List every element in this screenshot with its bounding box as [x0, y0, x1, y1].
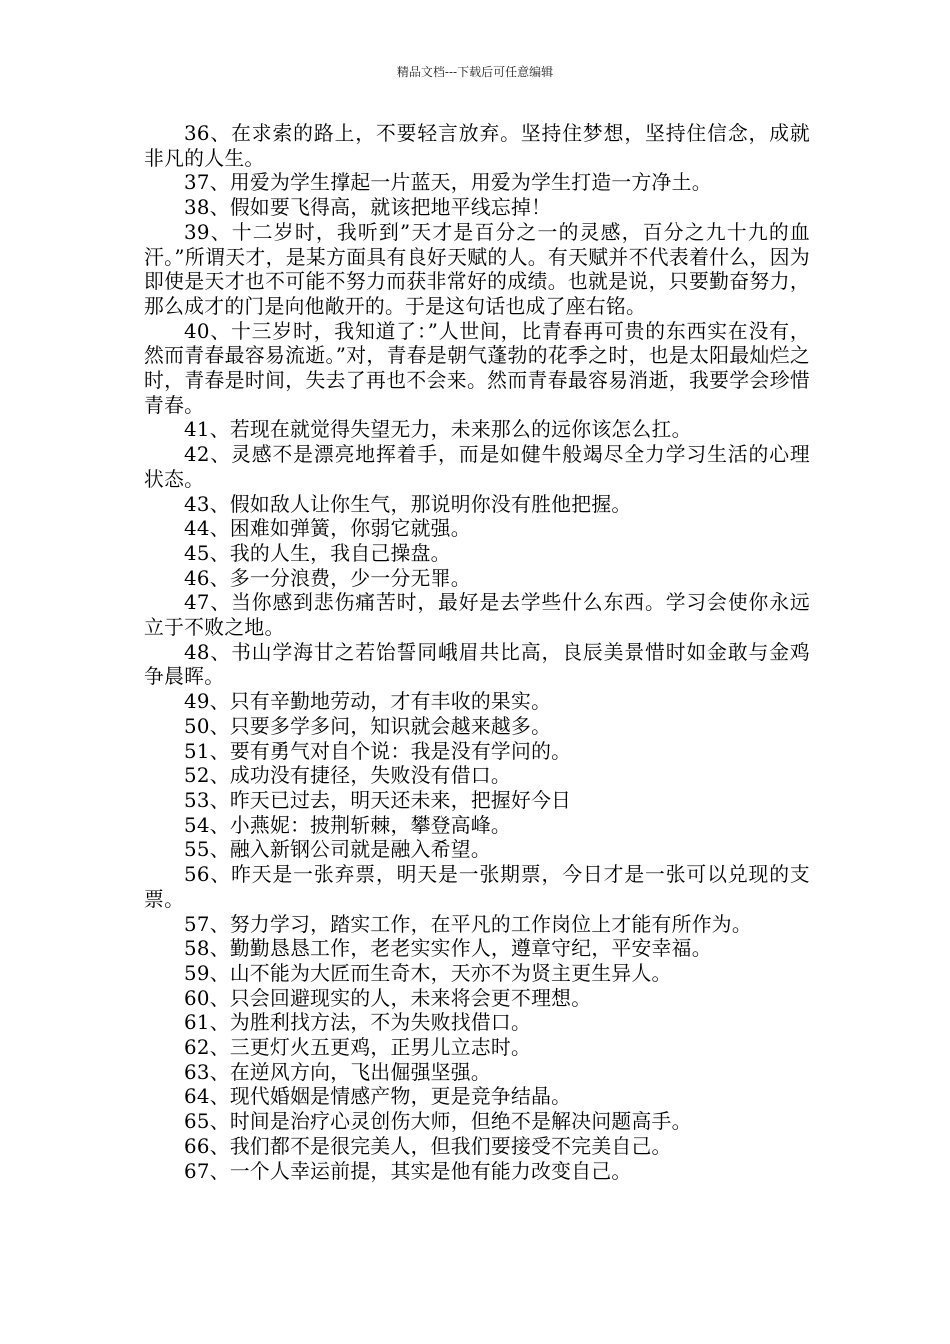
paragraph: 42、灵感不是漂亮地挥着手，而是如健牛般竭尽全力学习生活的心理状态。 [144, 443, 810, 491]
paragraph: 67、一个人幸运前提，其实是他有能力改变自己。 [184, 1159, 632, 1183]
paragraph: 38、假如要飞得高，就该把地平线忘掉！ [184, 196, 552, 220]
paragraph: 37、用爱为学生撑起一片蓝天，用爱为学生打造一方净土。 [184, 171, 712, 195]
paragraph: 47、当你感到悲伤痛苦时，最好是去学些什么东西。学习会使你永远立于不败之地。 [144, 591, 810, 640]
paragraph: 49、只有辛勤地劳动，才有丰收的果实。 [184, 690, 552, 714]
paragraph: 52、成功没有捷径，失败没有借口。 [184, 764, 511, 788]
paragraph: 65、时间是治疗心灵创伤大师，但绝不是解决问题高手。 [184, 1110, 692, 1134]
paragraph: 51、要有勇气对自个说：我是没有学问的。 [184, 739, 572, 763]
document-body [144, 122, 810, 1184]
paragraph: 55、融入新钢公司就是融入希望。 [184, 838, 491, 862]
paragraph: 54、小燕妮：披荆斩棘，攀登高峰。 [184, 813, 511, 837]
paragraph: 64、现代婚姻是情感产物，更是竞争结晶。 [184, 1085, 572, 1109]
paragraph: 56、昨天是一张弃票，明天是一张期票，今日才是一张可以兑现的支票。 [144, 863, 810, 911]
paragraph: 53、昨天已过去，明天还未来，把握好今日 [184, 788, 572, 812]
page-header: 精品文档---下载后可任意编辑 [396, 65, 554, 79]
paragraph: 60、只会回避现实的人，未来将会更不理想。 [184, 986, 592, 1010]
paragraph: 46、多一分浪费，少一分无罪。 [184, 566, 471, 590]
paragraph: 50、只要多学多问，知识就会越来越多。 [184, 714, 552, 738]
paragraph: 41、若现在就觉得失望无力，未来那么的远你该怎么扛。 [184, 418, 692, 442]
paragraph: 36、在求索的路上，不要轻言放弃。坚持住梦想，坚持住信念，成就非凡的人生。 [144, 122, 810, 170]
paragraph: 57、努力学习，踏实工作，在平凡的工作岗位上才能有所作为。 [184, 912, 752, 936]
paragraph: 48、书山学海甘之若饴誓同峨眉共比高，良辰美景惜时如金敢与金鸡争晨晖。 [144, 640, 810, 689]
paragraph: 45、我的人生，我自己操盘。 [184, 541, 451, 565]
paragraph: 66、我们都不是很完美人，但我们要接受不完美自己。 [184, 1134, 672, 1158]
paragraph: 61、为胜利找方法，不为失败找借口。 [184, 1011, 532, 1035]
paragraph: 44、困难如弹簧，你弱它就强。 [184, 517, 471, 541]
paragraph: 39、十二岁时，我听到”天才是百分之一的灵感，百分之九十九的血汗。”所谓天才，是某方面具有良好天赋的人。有天赋并不代表着什么，因为即使是天才也不可能不努力而获非常好的成绩。也就是说，只要勤奋努力，那么成才的门是向他敞开的。于是这句话也成了座右铭。 [144, 220, 810, 318]
paragraph: 58、勤勤恳恳工作，老老实实作人，遵章守纪，平安幸福。 [184, 937, 712, 961]
paragraph: 62、三更灯火五更鸡，正男儿立志时。 [184, 1036, 532, 1060]
paragraph: 63、在逆风方向，飞出倔强坚强。 [184, 1060, 491, 1084]
paragraph: 40、十三岁时，我知道了：”人世间，比青春再可贵的东西实在没有，然而青春最容易流逝。”对，青春是朝气蓬勃的花季之时，也是太阳最灿烂之时，青春是时间，失去了再也不会来。然而青春最容易消逝，我要学会珍惜青春。 [144, 319, 810, 417]
paragraph: 59、山不能为大匠而生奇木，天亦不为贤主更生异人。 [184, 961, 672, 985]
paragraph: 43、假如敌人让你生气，那说明你没有胜他把握。 [184, 492, 632, 516]
